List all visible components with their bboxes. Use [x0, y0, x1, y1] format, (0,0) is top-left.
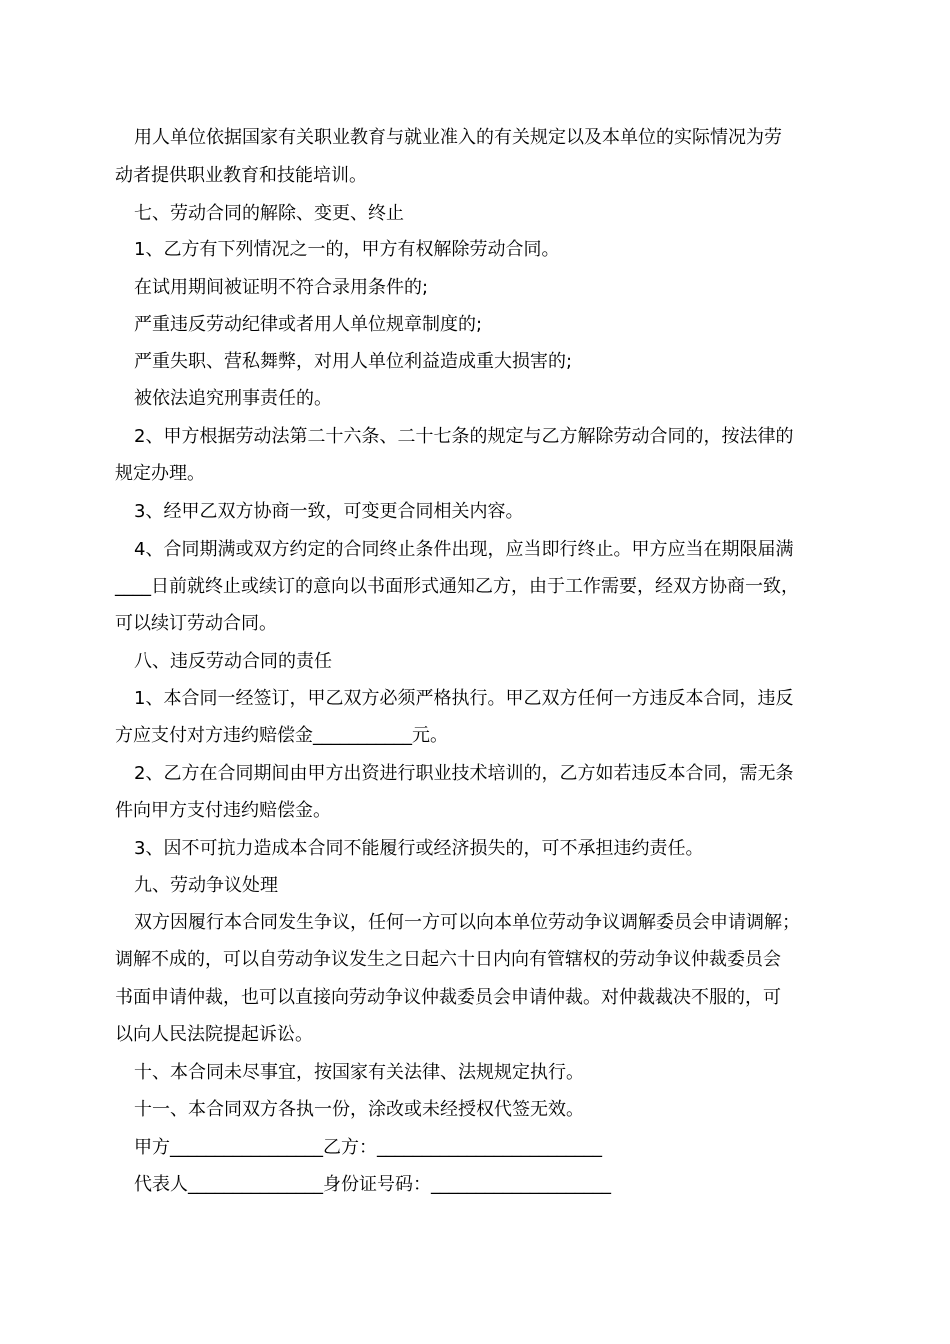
list-item: 在试用期间被证明不符合录用条件的; — [134, 277, 429, 298]
paragraph-line: 动者提供职业教育和技能培训。 — [115, 165, 367, 186]
clause-line: 可以续订劳动合同。 — [115, 613, 277, 634]
clause-line: 规定办理。 — [115, 463, 205, 484]
list-item: 严重失职、营私舞弊，对用人单位利益造成重大损害的; — [134, 351, 573, 372]
paragraph-line: 书面申请仲裁，也可以直接向劳动争议仲裁委员会申请仲裁。对仲裁裁决不服的，可 — [115, 987, 781, 1008]
clause-line: 1、乙方有下列情况之一的，甲方有权解除劳动合同。 — [134, 239, 560, 260]
clause-line: 2、甲方根据劳动法第二十六条、二十七条的规定与乙方解除劳动合同的，按法律的 — [134, 426, 794, 447]
clause-line: 十、本合同未尽事宜，按国家有关法律、法规规定执行。 — [134, 1062, 584, 1083]
paragraph-line: 双方因履行本合同发生争议，任何一方可以向本单位劳动争议调解委员会申请调解； — [134, 912, 800, 933]
list-item: 严重违反劳动纪律或者用人单位规章制度的; — [134, 314, 483, 335]
clause-line: ____日前就终止或续订的意向以书面形式通知乙方，由于工作需要，经双方协商一致， — [115, 576, 799, 597]
clause-line: 3、经甲乙双方协商一致，可变更合同相关内容。 — [134, 501, 524, 522]
signature-line: 代表人_______________身份证号码：____________________ — [134, 1174, 611, 1195]
clause-line: 3、因不可抗力造成本合同不能履行或经济损失的，可不承担违约责任。 — [134, 838, 704, 859]
paragraph-line: 用人单位依据国家有关职业教育与就业准入的有关规定以及本单位的实际情况为劳 — [134, 127, 782, 148]
clause-line: 十一、本合同双方各执一份，涂改或未经授权代签无效。 — [134, 1099, 584, 1120]
clause-line: 1、本合同一经签订，甲乙双方必须严格执行。甲乙双方任何一方违反本合同，违反 — [134, 688, 794, 709]
signature-line: 甲方_________________乙方：_________________________ — [134, 1137, 602, 1158]
clause-line: 件向甲方支付违约赔偿金。 — [115, 800, 331, 821]
paragraph-line: 以向人民法院提起诉讼。 — [115, 1024, 313, 1045]
section-heading: 九、劳动争议处理 — [134, 875, 278, 896]
section-heading: 八、违反劳动合同的责任 — [134, 651, 332, 672]
clause-line: 方应支付对方违约赔偿金___________元。 — [115, 725, 448, 746]
clause-line: 2、乙方在合同期间由甲方出资进行职业技术培训的，乙方如若违反本合同，需无条 — [134, 763, 794, 784]
paragraph-line: 调解不成的，可以自劳动争议发生之日起六十日内向有管辖权的劳动争议仲裁委员会 — [115, 949, 781, 970]
list-item: 被依法追究刑事责任的。 — [134, 388, 332, 409]
section-heading: 七、劳动合同的解除、变更、终止 — [134, 203, 404, 224]
clause-line: 4、合同期满或双方约定的合同终止条件出现，应当即行终止。甲方应当在期限届满 — [134, 539, 794, 560]
